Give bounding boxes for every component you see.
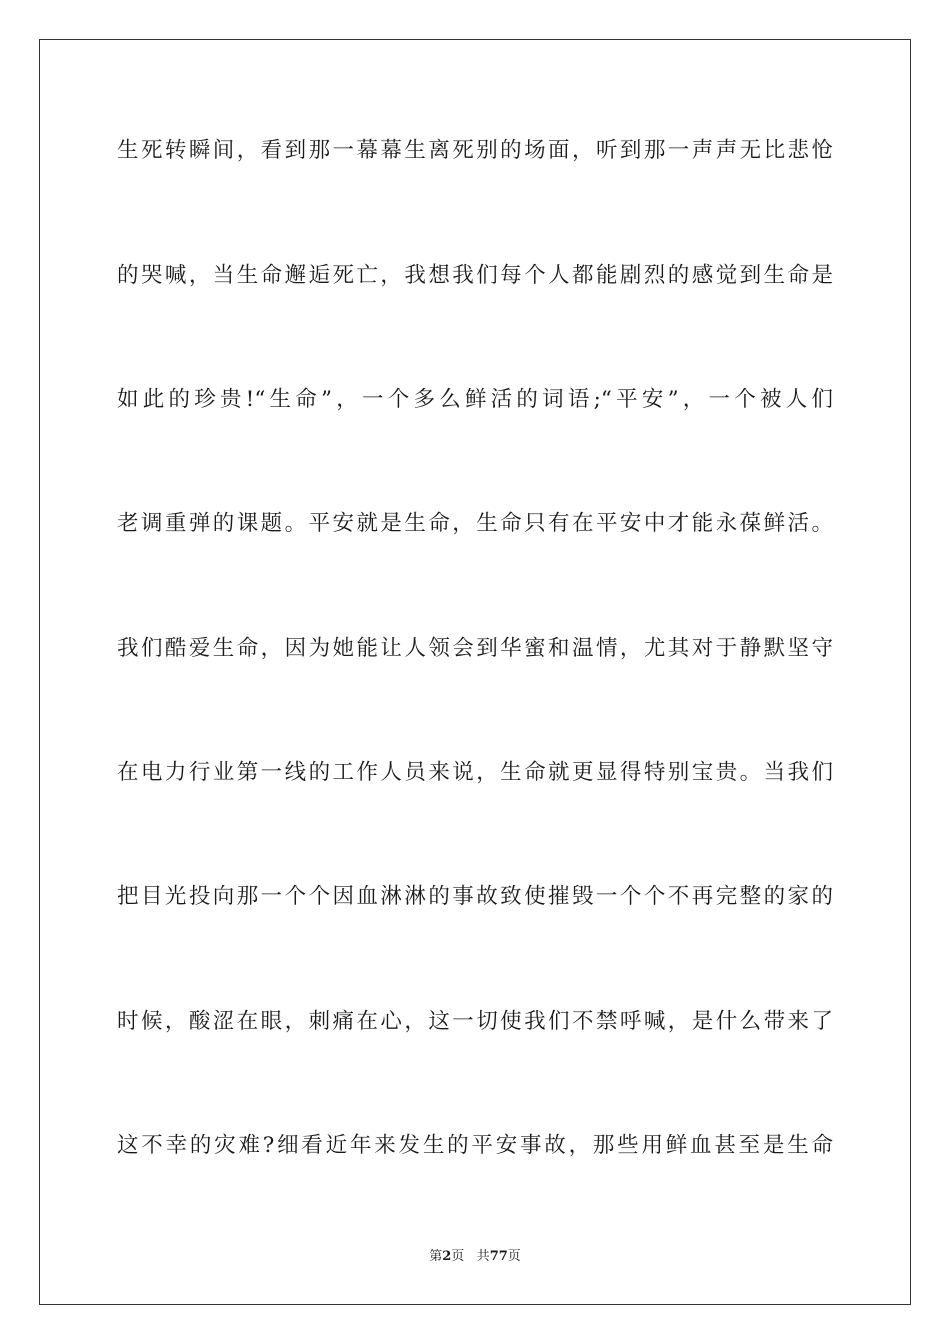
body-text-line-5: 我们酷爱生命，因为她能让人领会到华蜜和温情，尤其对于静默坚守 (117, 636, 833, 661)
total-suffix: 页 (507, 1249, 521, 1264)
total-pages: 77 (489, 1249, 508, 1264)
body-text-line-6: 在电力行业第一线的工作人员来说，生命就更显得特别宝贵。当我们 (117, 760, 833, 785)
total-prefix: 共 (476, 1249, 490, 1264)
page-suffix: 页 (451, 1249, 465, 1264)
page-number: 2 (442, 1249, 452, 1264)
page-border (39, 39, 911, 1305)
body-text-line-4: 老调重弹的课题。平安就是生命，生命只有在平安中才能永葆鲜活。 (117, 511, 833, 536)
body-text-line-2: 的哭喊，当生命邂逅死亡，我想我们每个人都能剧烈的感觉到生命是 (117, 263, 833, 288)
body-text-line-8: 时候，酸涩在眼，刺痛在心，这一切使我们不禁呼喊，是什么带来了 (117, 1009, 833, 1034)
body-text-line-7: 把目光投向那一个个因血淋淋的事故致使摧毁一个个不再完整的家的 (117, 884, 833, 909)
page-prefix: 第 (429, 1249, 443, 1264)
body-text-line-1: 生死转瞬间，看到那一幕幕生离死别的场面，听到那一声声无比悲怆 (117, 138, 833, 163)
page-footer (0, 1248, 950, 1266)
body-text-line-3: 如此的珍贵!“生命”，一个多么鲜活的词语;“平安”，一个被人们 (117, 387, 833, 412)
body-text-line-9: 这不幸的灾难?细看近年来发生的平安事故，那些用鲜血甚至是生命 (117, 1133, 833, 1158)
